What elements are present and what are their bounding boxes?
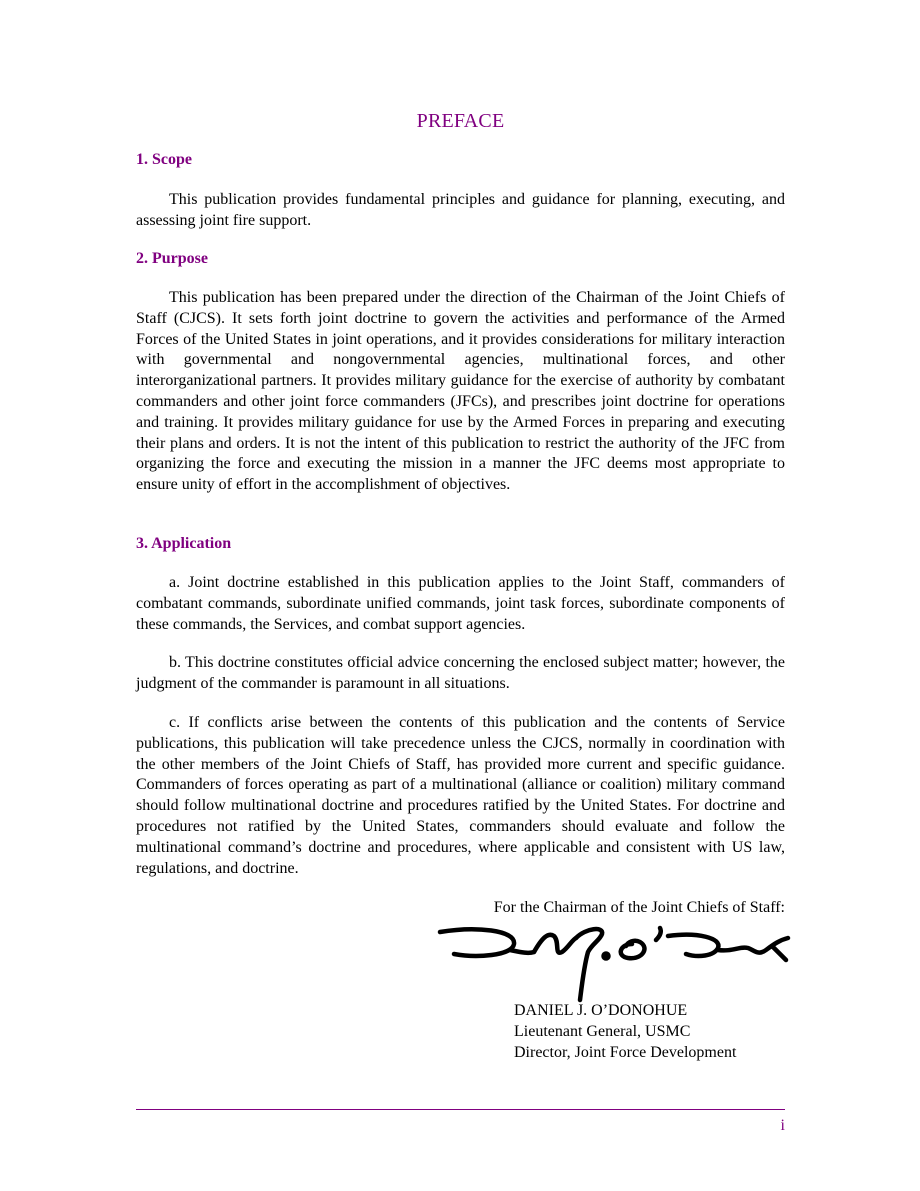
scope-paragraph: This publication provides fundamental principles and guidance for planning, executing, and assessing joint fire support. (136, 191, 785, 229)
closing-line: For the Chairman of the Joint Chiefs of Staff: (493, 899, 785, 916)
signature-block (514, 1001, 736, 1063)
signer-rank: Lieutenant General, USMC (514, 1022, 691, 1040)
signer-name: DANIEL J. O’DONOHUE (514, 1002, 688, 1019)
section-heading-application: 3. Application (136, 535, 232, 552)
page-title: PREFACE (416, 110, 505, 132)
document-page (136, 0, 785, 1191)
section-heading-purpose: 2. Purpose (136, 250, 208, 267)
section-heading-scope: 1. Scope (136, 151, 192, 168)
purpose-paragraph: This publication has been prepared under the direction of the Chairman of the Joint Chiefs of Staff (CJCS). It sets forth joint doctrine to govern the activities and performance of the Armed Forces of the United States in joint operations, and it provides considerations for military interaction with governmental and nongovernmental agencies, multinational forces, and other interorganizational partners. It provides military guidance for the exercise of authority by combatant commanders and other joint force commanders (JFCs), and prescribes joint doctrine for operations and training. It provides military guidance for use by the Armed Forces in preparing and executing their plans and orders. It is not the intent of this publication to restrict the authority of the JFC from organizing the force and executing the mission in a manner the JFC deems most appropriate to ensure unity of effort in the accomplishment of objectives. (136, 289, 785, 494)
footer-rule (136, 1109, 785, 1110)
application-paragraph-a: a. Joint doctrine established in this publication applies to the Joint Staff, commanders of combatant commands, subordinate unified commands, joint task forces, subordinate components of these commands, the Services, and combat support agencies. (136, 574, 785, 633)
page-number: i (780, 1117, 785, 1134)
application-paragraph-c: c. If conflicts arise between the contents of this publication and the contents of Service publications, this publication will take precedence unless the CJCS, normally in coordination with the other members of the Joint Chiefs of Staff, has provided more current and specific guidance. Commanders of forces operating as part of a multinational (alliance or coalition) military command should follow multinational doctrine and procedures ratified by the United States. For doctrine and procedures not ratified by the United States, commanders should evaluate and follow the multinational command’s doctrine and procedures, where applicable and consistent with US law, regulations, and doctrine. (136, 714, 785, 877)
application-paragraph-b: b. This doctrine constitutes official advice concerning the enclosed subject matter; however, the judgment of the commander is paramount in all situations. (136, 654, 785, 692)
signature-image (436, 922, 796, 1012)
signer-position: Director, Joint Force Development (514, 1043, 737, 1061)
